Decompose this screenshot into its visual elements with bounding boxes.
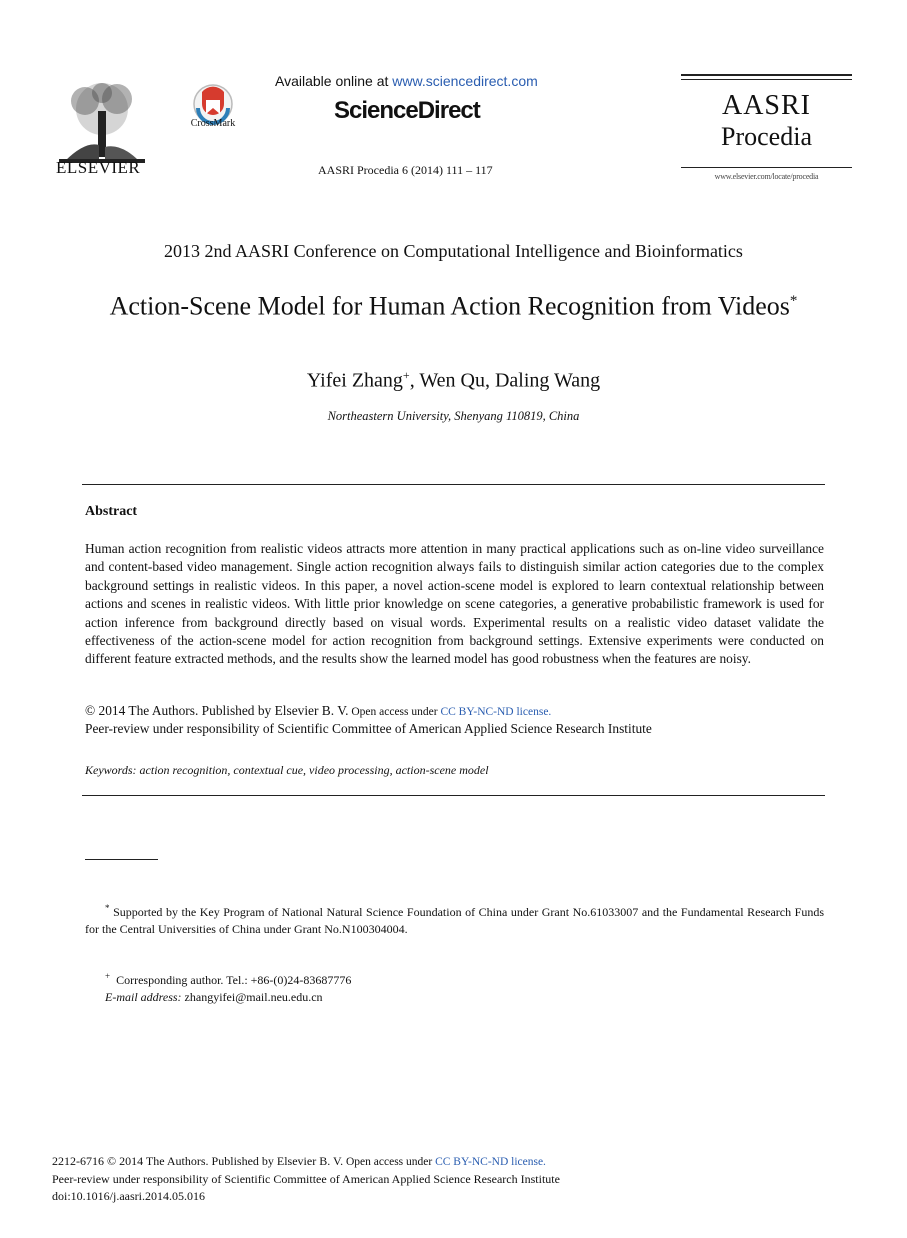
doi[interactable]: doi:10.1016/j.aasri.2014.05.016 xyxy=(52,1189,205,1203)
section-divider xyxy=(82,484,825,485)
journal-url-link[interactable]: www.elsevier.com/locate/procedia xyxy=(714,172,819,181)
affiliation: Northeastern University, Shenyang 110819, China xyxy=(327,409,580,423)
authors-rest: , Wen Qu, Daling Wang xyxy=(409,369,601,392)
email-address[interactable]: zhangyifei@mail.neu.edu.cn xyxy=(184,990,323,1004)
journal-name: AASRI xyxy=(721,90,811,121)
footnote-mark: + xyxy=(105,971,111,981)
peer-review-line: Peer-review under responsibility of Scientific Committee of American Applied Science Research Institute xyxy=(85,721,652,736)
crossmark-label: CrossMark xyxy=(190,118,236,129)
license-link[interactable]: CC BY-NC-ND license. xyxy=(440,706,552,718)
title-footnote-mark[interactable]: * xyxy=(789,293,798,309)
available-online xyxy=(275,73,538,89)
sciencedirect-link[interactable]: www.sciencedirect.com xyxy=(392,73,538,89)
paper-title-text: Action-Scene Model for Human Action Recognition from Videos xyxy=(109,291,790,321)
abstract-body: Human action recognition from realistic videos attracts more attention in many practical applications such as on-line video surveillance and content-based video management. Single action recognition always fails to distinguish similar action categories due to the complex background settings in realistic videos. In this paper, a novel action-scene model is explored to learn contextual relationship between actions and scenes in realistic videos. With little prior knowledge on scene categories, a generative probabilistic framework is used for action inference from background directly based on visual words. Experimental results on a realistic video dataset validate the effectiveness of the action-scene model for action recognition from background settings. Extensive experiments were conducted on different feature extracted methods, and the results show the learned model has good robustness when the features are noisy. xyxy=(85,541,824,667)
license-link[interactable]: CC BY-NC-ND license. xyxy=(435,1156,546,1168)
open-access-text: Open access under xyxy=(348,706,441,718)
header-rule xyxy=(681,74,852,76)
issn-line xyxy=(52,1153,672,1171)
author-primary: Yifei Zhang xyxy=(306,369,403,392)
header-rule xyxy=(681,167,852,168)
email-line xyxy=(105,989,824,1006)
copyright-line xyxy=(85,702,824,721)
section-divider xyxy=(82,795,825,796)
footnote-rule xyxy=(85,859,158,860)
journal-citation: AASRI Procedia 6 (2014) 111 – 117 xyxy=(318,163,493,177)
publisher-wordmark: ELSEVIER xyxy=(56,158,141,177)
copyright-text: © 2014 The Authors. Published by Elsevier B. V. xyxy=(85,703,349,718)
footnote-mark: * xyxy=(105,903,110,913)
email-label: E-mail address: xyxy=(105,990,182,1004)
issn-text: 2212-6716 © 2014 The Authors. Published by Elsevier B. V. xyxy=(52,1154,344,1168)
abstract-heading: Abstract xyxy=(85,504,138,519)
keywords: Keywords: action recognition, contextual cue, video processing, action-scene model xyxy=(85,763,489,777)
footnote-funding-text: Supported by the Key Program of National Natural Science Foundation of China under Grant No.61033007 and the Fundamental Research Funds for the Central Universities of China under Grant No.N100304004. xyxy=(85,905,825,936)
footer-peer-review: Peer-review under responsibility of Scientific Committee of American Applied Science Research Institute xyxy=(52,1172,560,1186)
author-footnote-mark[interactable]: + xyxy=(402,368,410,382)
open-access-text: Open access under xyxy=(343,1156,436,1168)
paper-title xyxy=(80,285,827,323)
page-footer xyxy=(52,1153,672,1205)
sciencedirect-wordmark: ScienceDirect xyxy=(334,97,480,124)
header-rule xyxy=(681,79,852,80)
conference-name: 2013 2nd AASRI Conference on Computational Intelligence and Bioinformatics xyxy=(164,241,743,261)
footnote-funding xyxy=(85,900,824,938)
journal-name-procedia: Procedia xyxy=(721,122,812,151)
footnote-corresponding xyxy=(105,968,824,1006)
available-text: Available online at xyxy=(275,73,393,89)
corresponding-line xyxy=(105,968,824,989)
corresponding-text: Corresponding author. Tel.: +86-(0)24-83687776 xyxy=(116,973,352,987)
authors xyxy=(0,368,907,393)
